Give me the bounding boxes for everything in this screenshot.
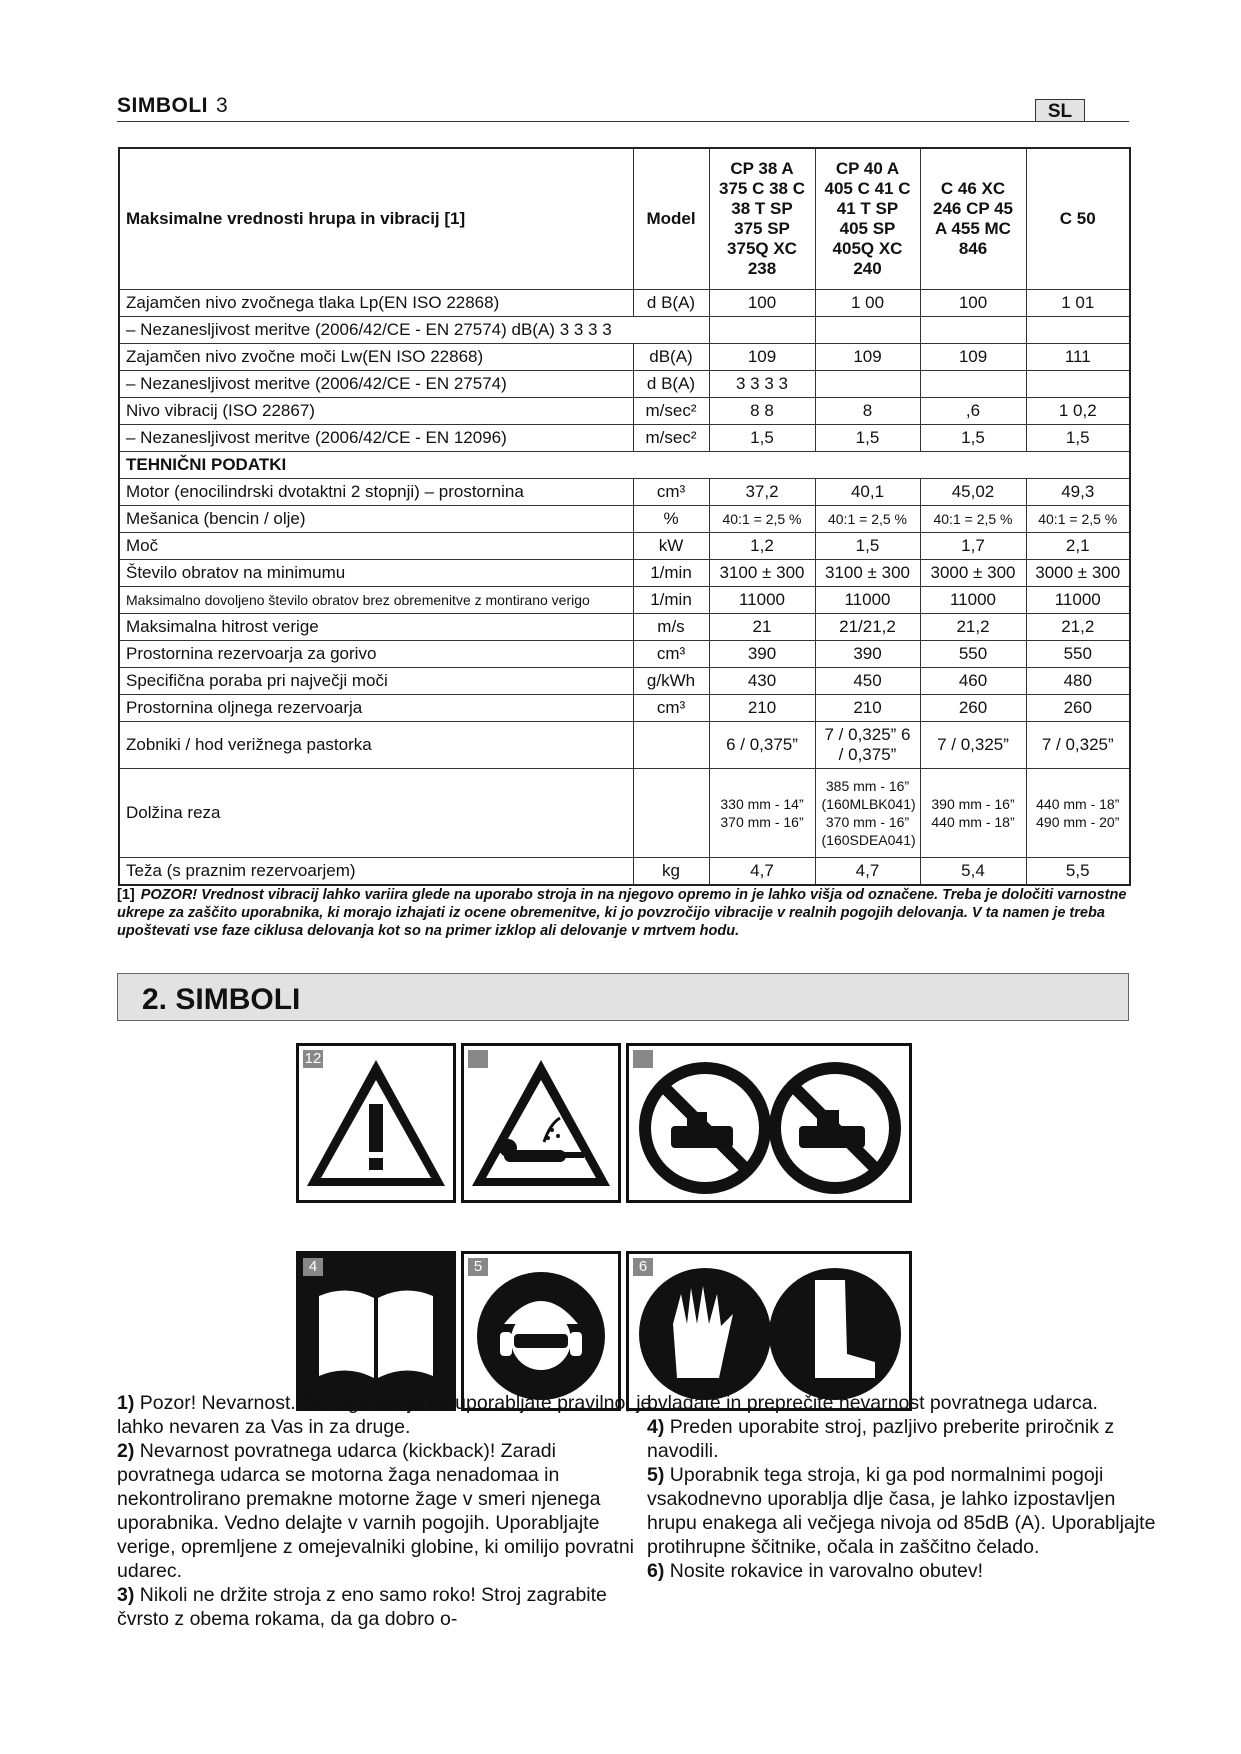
row-value: 21,2 [920,614,1026,641]
row-value: 45,02 [920,479,1026,506]
row-value: 1 01 [1026,290,1130,317]
row-value: 210 [709,695,815,722]
symbol-4 [296,1251,456,1411]
row-unit: dB(A) [633,344,709,371]
row-label: – Nezanesljivost meritve (2006/42/CE - EN 27574) [119,371,633,398]
row-label: Prostornina oljnega rezervoarja [119,695,633,722]
row-value: 5,5 [1026,858,1130,886]
row-label: Število obratov na minimumu [119,560,633,587]
symbol-badge: 6 [633,1258,653,1276]
row-unit [633,722,709,769]
symbol-5 [461,1251,621,1411]
row-value: 3000 ± 300 [920,560,1026,587]
symbol-3 [626,1043,912,1203]
row-value: 1,5 [1026,425,1130,452]
row-value: 3 3 3 3 [709,371,815,398]
row-value: 3100 ± 300 [709,560,815,587]
table-row [119,641,1130,668]
row-value: ,6 [920,398,1026,425]
item-text: Uporabnik tega stroja, ki ga pod normalnimi pogoji vsakodnevno uporablja dlje časa, je lahko izpostavljen hrupu enakega ali večjega nivoja od 85dB (A). Uporabljajte protihrupne ščitnike, očala in zaščitno čelado. [647,1464,1156,1558]
row-value: 49,3 [1026,479,1130,506]
row-value: 1,5 [920,425,1026,452]
row-value: 385 mm - 16” (160MLBK041) 370 mm - 16” (160SDEA041) [815,769,920,858]
row-value [1026,371,1130,398]
row-value: 11000 [1026,587,1130,614]
table-row [119,533,1130,560]
row-unit: 1/min [633,560,709,587]
row-label: – Nezanesljivost meritve (2006/42/CE - EN 12096) [119,425,633,452]
item-text: bvladate in preprečite nevarnost povratnega udarca. [647,1392,1098,1414]
table-row [119,769,1130,858]
row-value: 7 / 0,325” [1026,722,1130,769]
row-value: 2,1 [1026,533,1130,560]
row-value: 8 [815,398,920,425]
row-value: 550 [920,641,1026,668]
row-value: 7 / 0,325” [920,722,1026,769]
model-header: CP 40 A 405 C 41 C 41 T SP 405 SP 405Q XC 240 [815,148,920,290]
table-row [119,425,1130,452]
description-item [117,1439,657,1583]
row-label: Maksimalna hitrost verige [119,614,633,641]
row-value: 1,5 [815,533,920,560]
header-title: SIMBOLI [117,94,208,117]
row-value: 21 [709,614,815,641]
row-value: 109 [920,344,1026,371]
row-value: 1,2 [709,533,815,560]
row-value: 40:1 = 2,5 % [815,506,920,533]
table-row [119,858,1130,886]
description-item [117,1391,657,1439]
table-row [119,317,1130,344]
row-label: Teža (s praznim rezervoarjem) [119,858,633,886]
row-value: 260 [920,695,1026,722]
row-value: 1 0,2 [1026,398,1130,425]
footnote-text: POZOR! Vrednost vibracij lahko variira glede na uporabo stroja in na njegovo opremo in je lahko višja od označene. Treba je določiti varnostne ukrepe za zaščito uporabnika, ki morajo izhajati iz ocene obremenitve, ki jo povzročijo vibracije v realnih pogojih delovanja. V ta namen je treba upoštevati vse faze ciklusa delovanja kot so na primer izklop ali delovanje v mrtvem hodu. [117,887,1127,939]
row-label: Specifična poraba pri največji moči [119,668,633,695]
row-value: 40:1 = 2,5 % [709,506,815,533]
row-unit: m/sec² [633,398,709,425]
table-row [119,722,1130,769]
item-text: Nevarnost povratnega udarca (kickback)! Zaradi povratnega udarca se motorna žaga nenadomaa in nekontrolirano premakne motorne žage v smeri njenega uporabnika. Vedno delajte v varnih pogojih. Uporabljajte verige, opremljene z omejevalniki globine, ki omilijo povratni udarec. [117,1440,634,1582]
row-value: 1,5 [709,425,815,452]
page-number: 3 [216,94,229,117]
gloves-boots-icon [629,1254,909,1408]
item-text: Pozor! Nevarnost. Če tega stroja ne uporabljate pravilno, je lahko nevaren za Vas in za druge. [117,1392,652,1438]
row-unit: m/s [633,614,709,641]
table-row [119,290,1130,317]
table-row [119,344,1130,371]
row-label: Dolžina reza [119,769,633,858]
row-value: 111 [1026,344,1130,371]
description-item [647,1415,1167,1463]
symbol-badge: 5 [468,1258,488,1276]
row-value: 390 [709,641,815,668]
row-unit: cm³ [633,479,709,506]
table-row [119,398,1130,425]
row-value: 21,2 [1026,614,1130,641]
symbol-grid [296,1043,1116,1418]
row-value: 4,7 [709,858,815,886]
row-value: 109 [709,344,815,371]
row-value: 109 [815,344,920,371]
row-value: 1 00 [815,290,920,317]
symbol-badge: 4 [303,1258,323,1276]
row-value [815,317,920,344]
row-unit: d B(A) [633,290,709,317]
symbol-2 [461,1043,621,1203]
row-unit: g/kWh [633,668,709,695]
row-value: 21/21,2 [815,614,920,641]
row-label: Zobniki / hod verižnega pastorka [119,722,633,769]
row-value: 100 [920,290,1026,317]
row-value [1026,317,1130,344]
protective-gear-icon [464,1254,618,1408]
row-unit: d B(A) [633,371,709,398]
row-value: 4,7 [815,858,920,886]
row-value: 7 / 0,325” 6 / 0,375” [815,722,920,769]
item-number: 6) [647,1560,665,1582]
section-title: 2. SIMBOLI [142,983,301,1016]
page-header [117,94,228,118]
symbol-1 [296,1043,456,1203]
row-value: 8 8 [709,398,815,425]
row-label: Moč [119,533,633,560]
row-value: 210 [815,695,920,722]
model-label: Model [633,148,709,290]
row-value: 1,7 [920,533,1026,560]
warning-triangle-icon [299,1046,453,1200]
row-unit: 1/min [633,587,709,614]
row-value: 480 [1026,668,1130,695]
row-value [709,317,815,344]
row-value [920,317,1026,344]
row-value: 460 [920,668,1026,695]
item-number: 2) [117,1440,135,1462]
row-value: 430 [709,668,815,695]
table-header-row [119,148,1130,290]
row-value [815,371,920,398]
row-unit: % [633,506,709,533]
row-value: 40:1 = 2,5 % [920,506,1026,533]
row-value: 330 mm - 14” 370 mm - 16” [709,769,815,858]
row-value: 3100 ± 300 [815,560,920,587]
item-number: 4) [647,1416,665,1438]
table-row [119,452,1130,479]
row-value: 40,1 [815,479,920,506]
item-text: Nikoli ne držite stroja z eno samo roko! Stroj zagrabite čvrsto z obema rokama, da ga dobro o- [117,1584,607,1630]
kickback-warning-icon [464,1046,618,1200]
table-row [119,506,1130,533]
model-header: C 50 [1026,148,1130,290]
row-unit: cm³ [633,641,709,668]
row-label: Zajamčen nivo zvočnega tlaka Lp(EN ISO 22868) [119,290,633,317]
row-label: Mešanica (bencin / olje) [119,506,633,533]
row-label: Motor (enocilindrski dvotaktni 2 stopnji) – prostornina [119,479,633,506]
item-text: Preden uporabite stroj, pazljivo preberite priročnik z navodili. [647,1416,1115,1462]
row-value: 100 [709,290,815,317]
row-value: 450 [815,668,920,695]
table-row [119,668,1130,695]
row-unit: kg [633,858,709,886]
row-value: 6 / 0,375” [709,722,815,769]
row-label: Nivo vibracij (ISO 22867) [119,398,633,425]
table-row [119,695,1130,722]
row-value: 11000 [815,587,920,614]
description-item [117,1583,657,1631]
model-header: C 46 XC 246 CP 45 A 455 MC 846 [920,148,1026,290]
row-unit: kW [633,533,709,560]
row-value: 550 [1026,641,1130,668]
row-unit: m/sec² [633,425,709,452]
table-row [119,371,1130,398]
table-row [119,614,1130,641]
descriptions-right [647,1391,1167,1583]
language-tab: SL [1035,99,1085,122]
symbol-badge [633,1050,653,1068]
table-row [119,560,1130,587]
description-item [647,1463,1167,1559]
row-value: 40:1 = 2,5 % [1026,506,1130,533]
row-value: 11000 [709,587,815,614]
description-item [647,1559,1167,1583]
row-value: 5,4 [920,858,1026,886]
table-title: Maksimalne vrednosti hrupa in vibracij [1] [119,148,633,290]
row-value: 440 mm - 18” 490 mm - 20” [1026,769,1130,858]
row-value: 3000 ± 300 [1026,560,1130,587]
symbol-6 [626,1251,912,1411]
table-row [119,479,1130,506]
read-manual-icon [299,1254,453,1408]
row-value [920,371,1026,398]
row-value: 11000 [920,587,1026,614]
row-value: 37,2 [709,479,815,506]
row-value: 1,5 [815,425,920,452]
table-row [119,587,1130,614]
row-value: 390 [815,641,920,668]
symbol-badge [468,1050,488,1068]
row-unit: cm³ [633,695,709,722]
row-label: – Nezanesljivost meritve (2006/42/CE - EN 27574) dB(A) 3 3 3 3 [119,317,709,344]
no-one-hand-icon [629,1046,909,1200]
item-number: 1) [117,1392,135,1414]
row-label: Zajamčen nivo zvočne moči Lw(EN ISO 22868) [119,344,633,371]
row-unit [633,769,709,858]
footnote-ref: [1] [117,887,135,903]
model-header: CP 38 A 375 C 38 C 38 T SP 375 SP 375Q XC 238 [709,148,815,290]
row-value: 390 mm - 16” 440 mm - 18” [920,769,1026,858]
section-heading [117,973,1129,1021]
descriptions-left [117,1391,657,1631]
header-rule [117,121,1129,122]
symbol-badge: 12 [304,1050,322,1067]
footnote [117,886,1129,940]
row-label: Maksimalno dovoljeno število obratov brez obremenitve z montirano verigo [119,587,633,614]
row-label: Prostornina rezervoarja za gorivo [119,641,633,668]
spec-table [118,147,1131,886]
section-label: TEHNIČNI PODATKI [119,452,1130,479]
item-text: Nosite rokavice in varovalno obutev! [669,1560,984,1582]
description-item [647,1391,1167,1415]
item-number: 3) [117,1584,135,1606]
row-value: 260 [1026,695,1130,722]
item-number: 5) [647,1464,665,1486]
